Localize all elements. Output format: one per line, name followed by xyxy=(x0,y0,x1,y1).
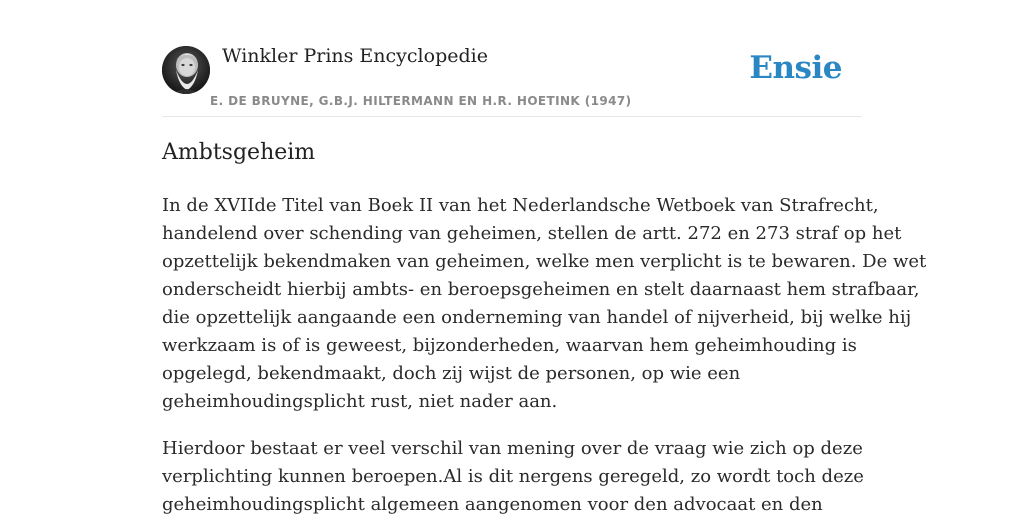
article-paragraph xyxy=(162,192,927,416)
source-title[interactable]: Winkler Prins Encyclopedie xyxy=(222,45,488,67)
article-body xyxy=(162,192,927,519)
source-authors: E. DE BRUYNE, G.B.J. HILTERMANN EN H.R. HOETINK (1947) xyxy=(210,94,632,108)
paragraph-line: handelend over schending van geheimen, stellen de artt. 272 en 273 straf op het xyxy=(162,223,902,244)
paragraph-line: In de XVIIde Titel van Boek II van het Nederlandsche Wetboek van Strafrecht, xyxy=(162,195,879,216)
paragraph-line: geheimhoudingsplicht algemeen aangenomen voor den advocaat en den xyxy=(162,494,823,515)
source-header xyxy=(162,0,862,117)
article-paragraph xyxy=(162,435,862,519)
article-title: Ambtsgeheim xyxy=(162,140,316,165)
paragraph-line: verplichting kunnen beroepen.Al is dit nergens geregeld, zo wordt toch deze xyxy=(162,466,864,487)
ensie-logo-link[interactable]: Ensie xyxy=(749,50,842,86)
paragraph-line: Hierdoor bestaat er veel verschil van mening over de vraag wie zich op deze xyxy=(162,438,863,459)
paragraph-line: werkzaam is of is geweest, bijzonderheden, waarvan hem geheimhouding is xyxy=(162,335,857,356)
author-avatar[interactable] xyxy=(162,46,210,94)
page xyxy=(162,0,927,515)
paragraph-line: opgelegd, bekendmaakt, doch zij wijst de personen, op wie een xyxy=(162,363,741,384)
paragraph-line: onderscheidt hierbij ambts- en beroepsgeheimen en stelt daarnaast hem strafbaar, xyxy=(162,279,920,300)
paragraph-line: opzettelijk bekendmaken van geheimen, welke men verplicht is te bewaren. De wet xyxy=(162,251,927,272)
paragraph-line: die opzettelijk aangaande een onderneming van handel of nijverheid, bij welke hij xyxy=(162,307,912,328)
paragraph-line: geheimhoudingsplicht rust, niet nader aan. xyxy=(162,391,558,412)
bearded-man-portrait-icon xyxy=(162,46,210,94)
